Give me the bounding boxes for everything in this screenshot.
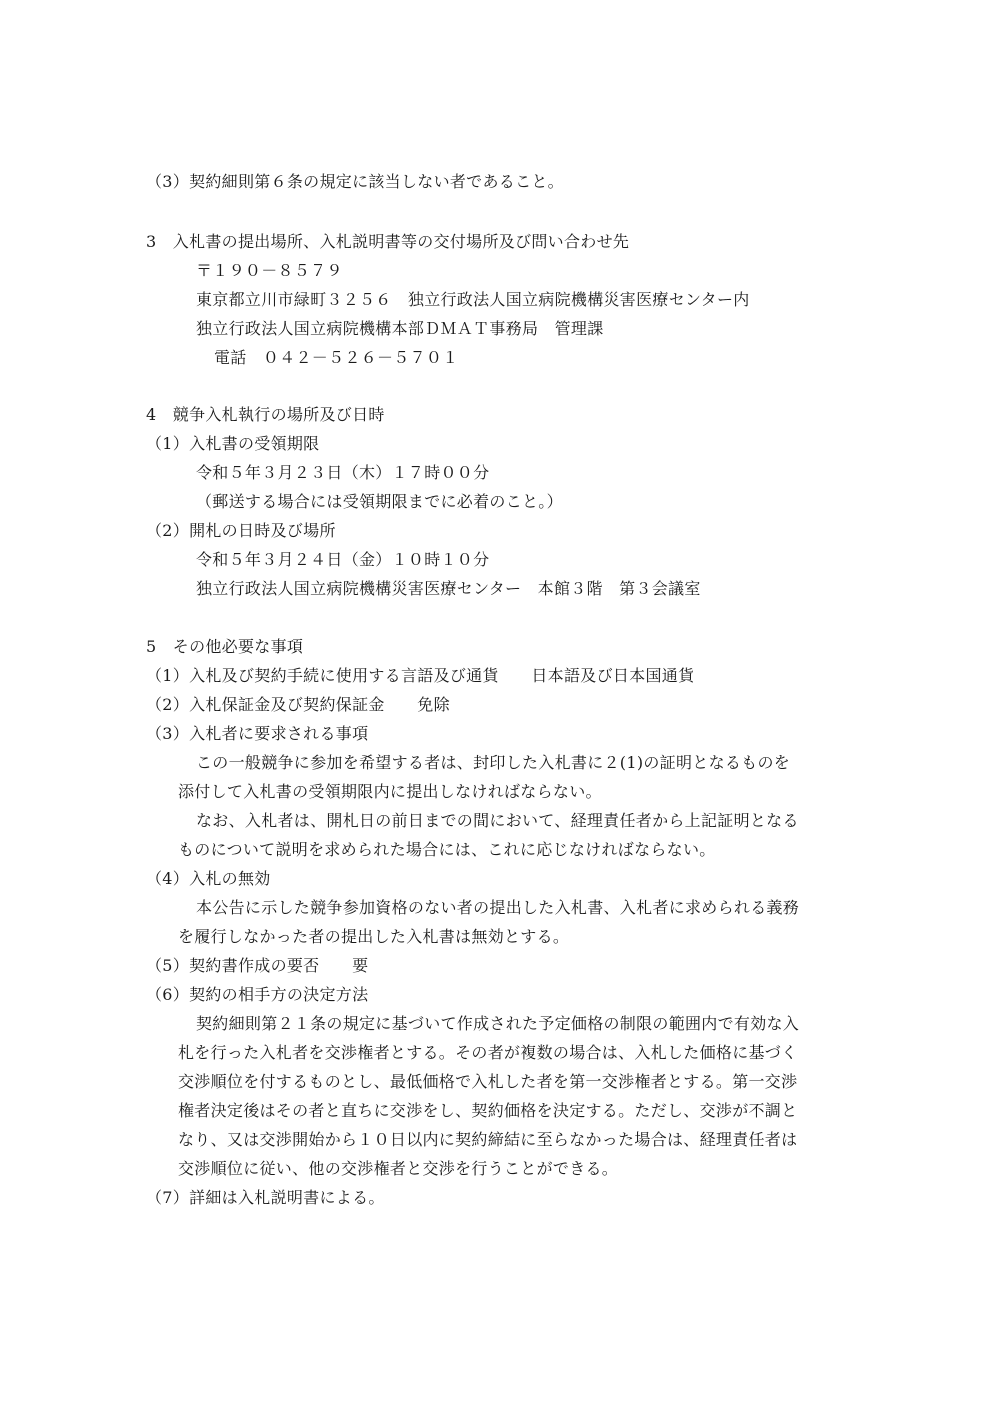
sec3-address: 東京都立川市緑町３２５６ 独立行政法人国立病院機構災害医療センター内 bbox=[196, 290, 750, 309]
sec4-heading: 4 競争入札執行の場所及び日時 bbox=[146, 405, 385, 424]
sec5-item3-title: （3）入札者に要求される事項 bbox=[146, 724, 369, 743]
sec5-item6-line1: 契約細則第２１条の規定に基づいて作成された予定価格の制限の範囲内で有効な入 bbox=[196, 1014, 800, 1033]
sec5-item3-para2-line2: ものについて説明を求められた場合には、これに応じなければならない。 bbox=[178, 840, 716, 859]
sec4-item2-place: 独立行政法人国立病院機構災害医療センター 本館３階 第３会議室 bbox=[196, 579, 701, 598]
sec3-heading: 3 入札書の提出場所、入札説明書等の交付場所及び問い合わせ先 bbox=[146, 232, 630, 251]
sec5-item1: （1）入札及び契約手続に使用する言語及び通貨 日本語及び日本国通貨 bbox=[146, 666, 695, 685]
sec5-item6-line2: 札を行った入札者を交渉権者とする。その者が複数の場合は、入札した価格に基づく bbox=[178, 1043, 798, 1062]
sec5-item6-line5: なり、又は交渉開始から１０日以内に契約締結に至らなかった場合は、経理責任者は bbox=[178, 1130, 798, 1149]
sec5-item6-line3: 交渉順位を付するものとし、最低価格で入札した者を第一交渉権者とする。第一交渉 bbox=[178, 1072, 798, 1091]
sec3-postal-code: 〒１９０－８５７９ bbox=[196, 261, 343, 280]
sec3-office: 独立行政法人国立病院機構本部ＤＭＡＴ事務局 管理課 bbox=[196, 319, 604, 338]
sec4-item1-date: 令和５年３月２３日（木）１７時００分 bbox=[196, 463, 490, 482]
sec4-item1-note: （郵送する場合には受領期限までに必着のこと。） bbox=[196, 492, 563, 511]
sec5-item3-para1-line1: この一般競争に参加を希望する者は、封印した入札書に２(1)の証明となるものを bbox=[196, 753, 791, 772]
sec5-item6-line6: 交渉順位に従い、他の交渉権者と交渉を行うことができる。 bbox=[178, 1159, 619, 1178]
sec3-phone: 電話 ０４２－５２６－５７０１ bbox=[214, 348, 459, 367]
sec4-item1-title: （1）入札書の受領期限 bbox=[146, 434, 320, 453]
sec5-item6-title: （6）契約の相手方の決定方法 bbox=[146, 985, 369, 1004]
sec5-heading: 5 その他必要な事項 bbox=[146, 637, 304, 656]
sec2-item3-text: （3）契約細則第６条の規定に該当しない者であること。 bbox=[146, 172, 564, 191]
sec5-item7: （7）詳細は入札説明書による。 bbox=[146, 1188, 385, 1207]
sec4-item2-title: （2）開札の日時及び場所 bbox=[146, 521, 336, 540]
sec5-item2: （2）入札保証金及び契約保証金 免除 bbox=[146, 695, 450, 714]
sec5-item6-line4: 権者決定後はその者と直ちに交渉をし、契約価格を決定する。ただし、交渉が不調と bbox=[178, 1101, 798, 1120]
sec5-item4-line2: を履行しなかった者の提出した入札書は無効とする。 bbox=[178, 927, 570, 946]
sec5-item3-para1-line2: 添付して入札書の受領期限内に提出しなければならない。 bbox=[178, 782, 602, 801]
sec5-item4-line1: 本公告に示した競争参加資格のない者の提出した入札書、入札者に求められる義務 bbox=[196, 898, 800, 917]
sec5-item4-title: （4）入札の無効 bbox=[146, 869, 271, 888]
sec4-item2-date: 令和５年３月２４日（金）１０時１０分 bbox=[196, 550, 490, 569]
sec5-item3-para2-line1: なお、入札者は、開札日の前日までの間において、経理責任者から上記証明となる bbox=[196, 811, 799, 830]
sec5-item5: （5）契約書作成の要否 要 bbox=[146, 956, 369, 975]
